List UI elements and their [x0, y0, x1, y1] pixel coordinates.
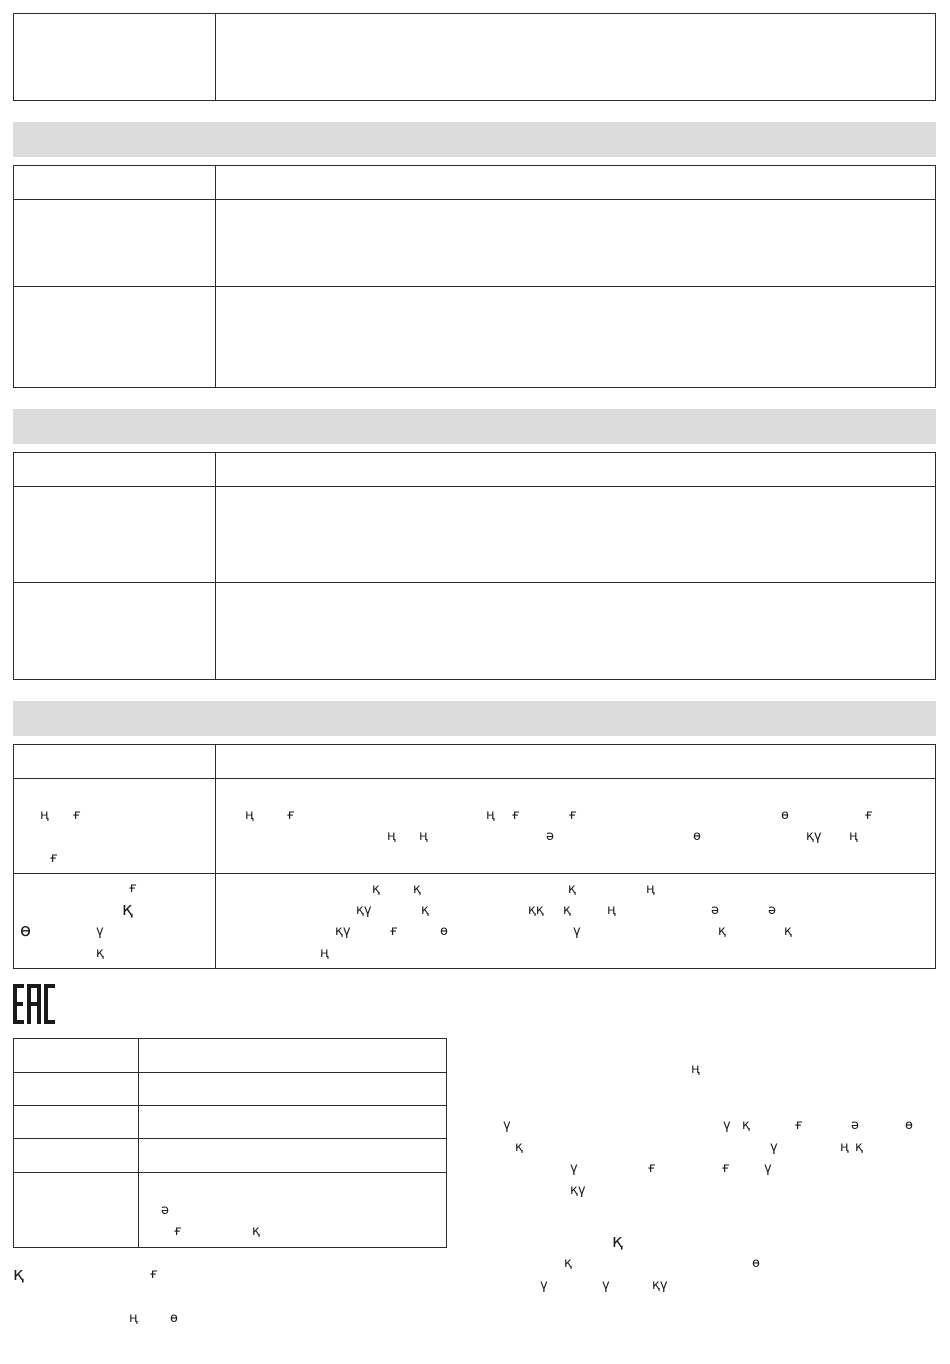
glyph: ң	[849, 829, 858, 844]
section-3-header-band	[13, 409, 936, 444]
glyph: ә	[161, 1203, 169, 1218]
glyph: ғ	[648, 1161, 656, 1176]
glyph: ө	[20, 920, 32, 941]
glyph: ғ	[150, 1267, 158, 1282]
glyph: ң	[245, 808, 254, 823]
glyph: қ	[372, 882, 380, 897]
spec-table-row-divider	[13, 1105, 447, 1106]
glyph: ғ	[795, 1118, 803, 1133]
glyph: қү	[335, 924, 351, 939]
section-3-row-divider	[13, 486, 936, 487]
glyph: ғ	[129, 881, 137, 896]
glyph: ң	[40, 808, 49, 823]
spec-table-column-divider	[138, 1038, 139, 1248]
glyph: ө	[752, 1256, 760, 1271]
glyph: қү	[806, 829, 822, 844]
glyph: ө	[693, 829, 701, 844]
glyph: ү	[540, 1278, 548, 1293]
glyph: қ	[564, 1256, 572, 1271]
glyph: қ	[96, 946, 104, 961]
section-1-table	[13, 13, 936, 101]
glyph: ғ	[287, 808, 295, 823]
glyph: ө	[440, 924, 448, 939]
glyph: қү	[652, 1278, 668, 1293]
glyph: ң	[646, 882, 655, 897]
glyph: ө	[170, 1311, 178, 1326]
section-4-row-divider	[13, 778, 936, 779]
glyph: ү	[770, 1140, 778, 1155]
glyph: қү	[570, 1183, 586, 1198]
glyph: ғ	[50, 851, 58, 866]
section-4-header-band	[13, 701, 936, 736]
glyph: ү	[573, 924, 581, 939]
glyph: ң	[607, 903, 616, 918]
glyph: ү	[602, 1278, 610, 1293]
glyph: ә	[546, 829, 554, 844]
section-3-row-divider	[13, 582, 936, 583]
glyph: ң	[691, 1062, 700, 1077]
glyph: қ	[855, 1140, 863, 1155]
glyph: қ	[252, 1224, 260, 1239]
eac-certification-mark-icon	[13, 984, 55, 1024]
glyph: ғ	[512, 808, 520, 823]
glyph: қ	[515, 1140, 523, 1155]
section-2-row-divider	[13, 199, 936, 200]
glyph: ққ	[528, 903, 544, 918]
glyph: ғ	[865, 808, 873, 823]
glyph: ң	[419, 829, 428, 844]
glyph: ү	[503, 1118, 511, 1133]
glyph: ң	[840, 1140, 849, 1155]
glyph: ә	[711, 903, 719, 918]
glyph: ғ	[569, 808, 577, 823]
glyph: ғ	[73, 808, 81, 823]
glyph: ү	[723, 1118, 731, 1133]
spec-table-row-divider	[13, 1172, 447, 1173]
section-4-row-divider	[13, 873, 936, 874]
section-2-row-divider	[13, 286, 936, 287]
glyph: ғ	[390, 924, 398, 939]
glyph: ө	[905, 1118, 913, 1133]
spec-table-row-divider	[13, 1138, 447, 1139]
glyph: ң	[320, 946, 329, 961]
glyph: ү	[96, 924, 104, 939]
section-2-header-band	[13, 122, 936, 157]
glyph: қ	[742, 1118, 750, 1133]
glyph: қ	[568, 882, 576, 897]
glyph: ғ	[174, 1224, 182, 1239]
glyph: қ	[563, 903, 571, 918]
glyph: қ	[413, 882, 421, 897]
glyph: қ	[421, 903, 429, 918]
glyph: қ	[612, 1231, 623, 1252]
glyph: ү	[570, 1161, 578, 1176]
glyph: ң	[387, 829, 396, 844]
glyph: ң	[129, 1311, 138, 1326]
glyph: қ	[718, 924, 726, 939]
glyph: ә	[768, 903, 776, 918]
spec-table-row-divider	[13, 1072, 447, 1073]
glyph: қ	[784, 924, 792, 939]
glyph: ғ	[722, 1161, 730, 1176]
section-1-column-divider	[215, 13, 216, 101]
glyph: қ	[122, 899, 133, 920]
glyph: ң	[486, 808, 495, 823]
glyph: ө	[781, 808, 789, 823]
glyph: қү	[356, 903, 372, 918]
glyph: қ	[13, 1264, 24, 1285]
glyph: ү	[764, 1161, 772, 1176]
spec-table	[13, 1038, 447, 1248]
glyph: ә	[851, 1118, 859, 1133]
